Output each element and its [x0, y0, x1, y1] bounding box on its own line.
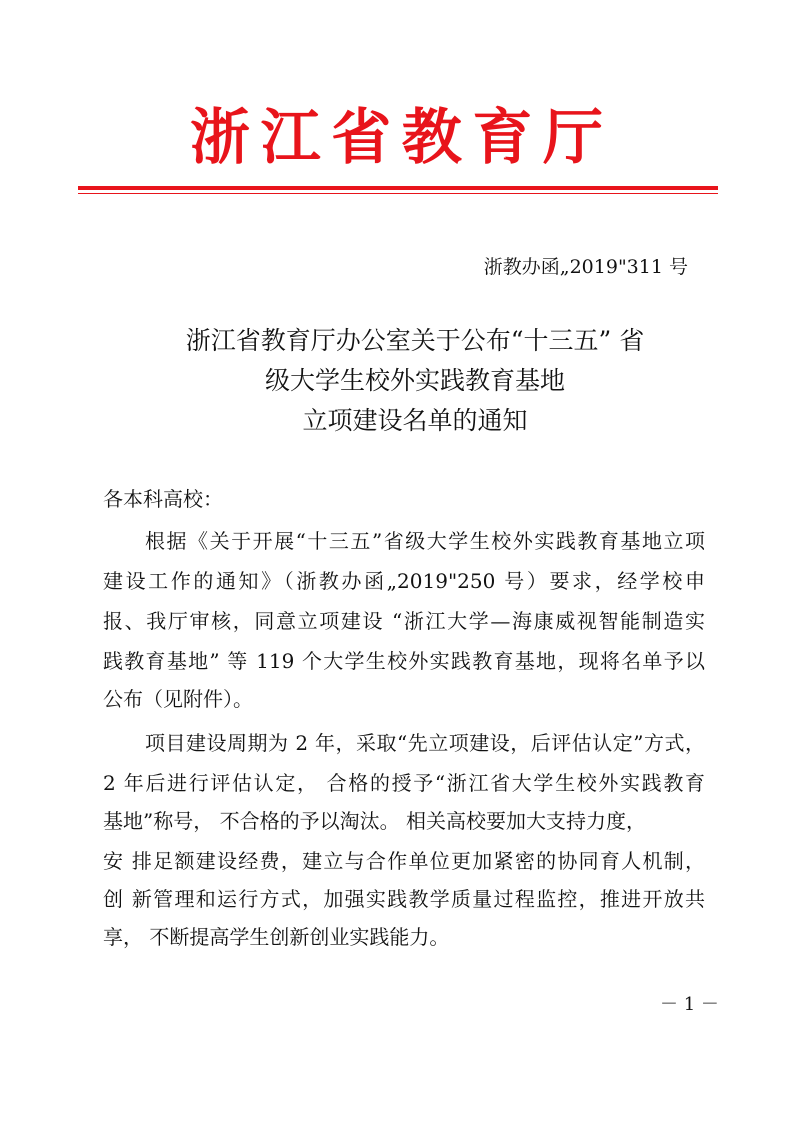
doc-title-line-1: 浙江省教育厅办公室关于公布“十三五” 省: [185, 326, 645, 355]
paragraph-2-line: 2 年后进行评估认定， 合格的授予“浙江省大学生校外实践教育: [103, 771, 705, 795]
letterhead-rule-thin: [78, 193, 718, 194]
paragraph-1-line: 报、我厅审核，同意立项建设 “浙江大学—海康威视智能制造实: [103, 609, 705, 633]
salutation: 各本科高校：: [103, 487, 223, 511]
paragraph-2-line: 享， 不断提高学生创新创业实践能力。: [103, 925, 450, 949]
paragraph-2-line: 创 新管理和运行方式，加强实践教学质量过程监控，推进开放共: [103, 887, 705, 911]
doc-title-line-2: 级大学生校外实践教育基地: [264, 366, 565, 395]
letterhead-rule-thick: [78, 186, 718, 190]
paragraph-1-line: 践教育基地” 等 119 个大学生校外实践教育基地，现将名单予以: [103, 649, 705, 673]
paragraph-2-line: 项目建设周期为 2 年，采取“先立项建设，后评估认定”方式，: [145, 731, 705, 755]
document-number: 浙教办函„2019"311 号: [483, 256, 688, 278]
paragraph-2-line: 安 排足额建设经费，建立与合作单位更加紧密的协同育人机制，: [103, 849, 705, 873]
page-number: － 1 －: [660, 994, 719, 1015]
letterhead-title: 浙江省教育厅: [190, 103, 605, 173]
paragraph-1-line: 根据《关于开展“十三五”省级大学生校外实践教育基地立项: [145, 529, 705, 553]
paragraph-1-line: 建设工作的通知》（浙教办函„2019"250 号）要求，经学校申: [103, 569, 705, 593]
paragraph-2-line: 基地”称号， 不合格的予以淘汰。 相关高校要加大支持力度，: [103, 809, 646, 833]
doc-title-line-3: 立项建设名单的通知: [302, 406, 528, 435]
paragraph-1-line: 公布（见附件）。: [103, 687, 253, 711]
